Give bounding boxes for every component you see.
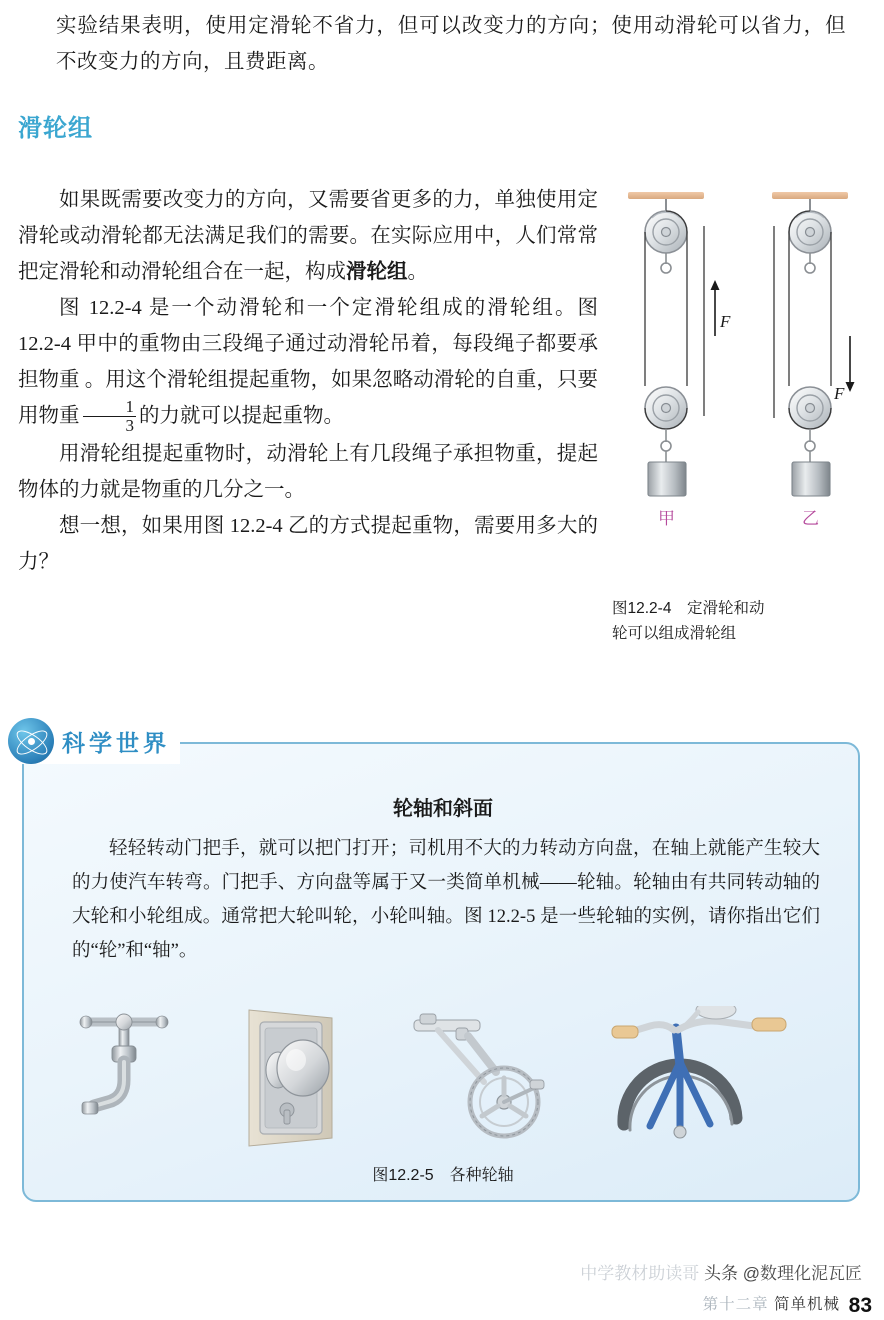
fraction-denominator: 3 <box>83 416 137 435</box>
figure-label-jia: 甲 <box>658 509 675 528</box>
figure-caption-line-2: 轮可以组成滑轮组 <box>612 625 737 642</box>
paragraph-1 <box>18 182 598 290</box>
figure-12-2-4 <box>612 186 862 646</box>
figure-12-2-5-caption: 图12.2-5 各种轮轴 <box>372 1167 514 1184</box>
door-knob-icon <box>249 1010 332 1146</box>
figure-12-2-4-artwork <box>612 186 862 586</box>
science-world-box <box>22 742 860 1202</box>
body-text-column <box>18 182 598 580</box>
fraction-one-third <box>83 398 137 435</box>
figure-12-2-5-artwork <box>64 1006 824 1146</box>
watermark-text: 头条 @数理化泥瓦匠 <box>704 1264 862 1283</box>
paragraph-2-tail: 的力就可以提起重物。 <box>139 405 344 427</box>
pulley-system-illustration <box>612 186 862 586</box>
bicycle-handlebar-icon <box>612 1006 786 1138</box>
science-world-title: 轮轴和斜面 <box>393 798 493 820</box>
science-world-body <box>72 832 820 968</box>
faucet-icon <box>80 1014 168 1114</box>
watermark-faded-text: 中学教材助读哥 <box>580 1264 700 1283</box>
figure-label-yi: 乙 <box>802 509 819 528</box>
paragraph-3: 用滑轮组提起重物时，动滑轮上有几段绳子承担物重，提起物体的力就是物重的几分之一。 <box>18 442 598 501</box>
figure-caption-line-1: 图12.2-4 定滑轮和动 <box>612 600 765 617</box>
science-world-paragraph: 轻轻转动门把手，就可以把门打开；司机用不大的力转动方向盘，在轴上就能产生较大的力使汽车转弯。门把手、方向盘等属于又一类简单机械——轮轴。轮轴由有共同转动轴的大轮和小轮组成。通常把大轮叫轮，小轮叫轴。图 12.2-5 是一些轮轴的实例，请你指出它们的“轮”和“轴”。 <box>72 839 820 961</box>
paragraph-4: 想一想，如果用图 12.2-4 乙的方式提起重物，需要用多大的力？ <box>18 514 598 573</box>
bicycle-crank-sprocket-icon <box>414 1014 544 1136</box>
paragraph-2 <box>18 290 598 436</box>
page-number: 83 <box>848 1294 872 1317</box>
intro-paragraph: 实验结果表明，使用定滑轮不省力，但可以改变力的方向；使用动滑轮可以省力，但不改变力的方向，且费距离。 <box>56 15 846 73</box>
wheel-axle-examples <box>64 1006 824 1156</box>
paragraph-2-text: 图 12.2-4 是一个动滑轮和一个定滑轮组成的滑轮组。图 12.2-4 甲中的重物由三段绳子通过动滑轮吊着，每段绳子都要承担物重 。用这个滑轮组提起重物，如果忽略动滑轮的自重，只要用物重 <box>18 297 598 427</box>
force-label-right: F <box>834 384 845 403</box>
footer-chapter-title: 简单机械 <box>773 1296 840 1313</box>
science-world-badge <box>8 718 180 764</box>
keyword-pulley-block: 滑轮组 <box>346 261 408 283</box>
footer-chapter-number: 第十二章 <box>702 1296 769 1313</box>
fraction-numerator: 1 <box>125 396 134 416</box>
figure-12-2-4-caption <box>612 596 847 646</box>
footer-chapter <box>703 1292 840 1314</box>
keyword-tail: 。 <box>407 261 428 283</box>
paragraph-1-text: 如果既需要改变力的方向，又需要省更多的力，单独使用定滑轮或动滑轮都无法满足我们的需要。在实际应用中，人们常常把定滑轮和动滑轮组合在一起，构成 <box>18 189 598 283</box>
section-heading: 滑轮组 <box>18 115 93 142</box>
force-label-left: F <box>720 312 731 331</box>
watermark <box>580 1259 862 1284</box>
science-world-badge-label: 科学世界 <box>62 729 170 756</box>
atom-icon <box>8 718 54 764</box>
